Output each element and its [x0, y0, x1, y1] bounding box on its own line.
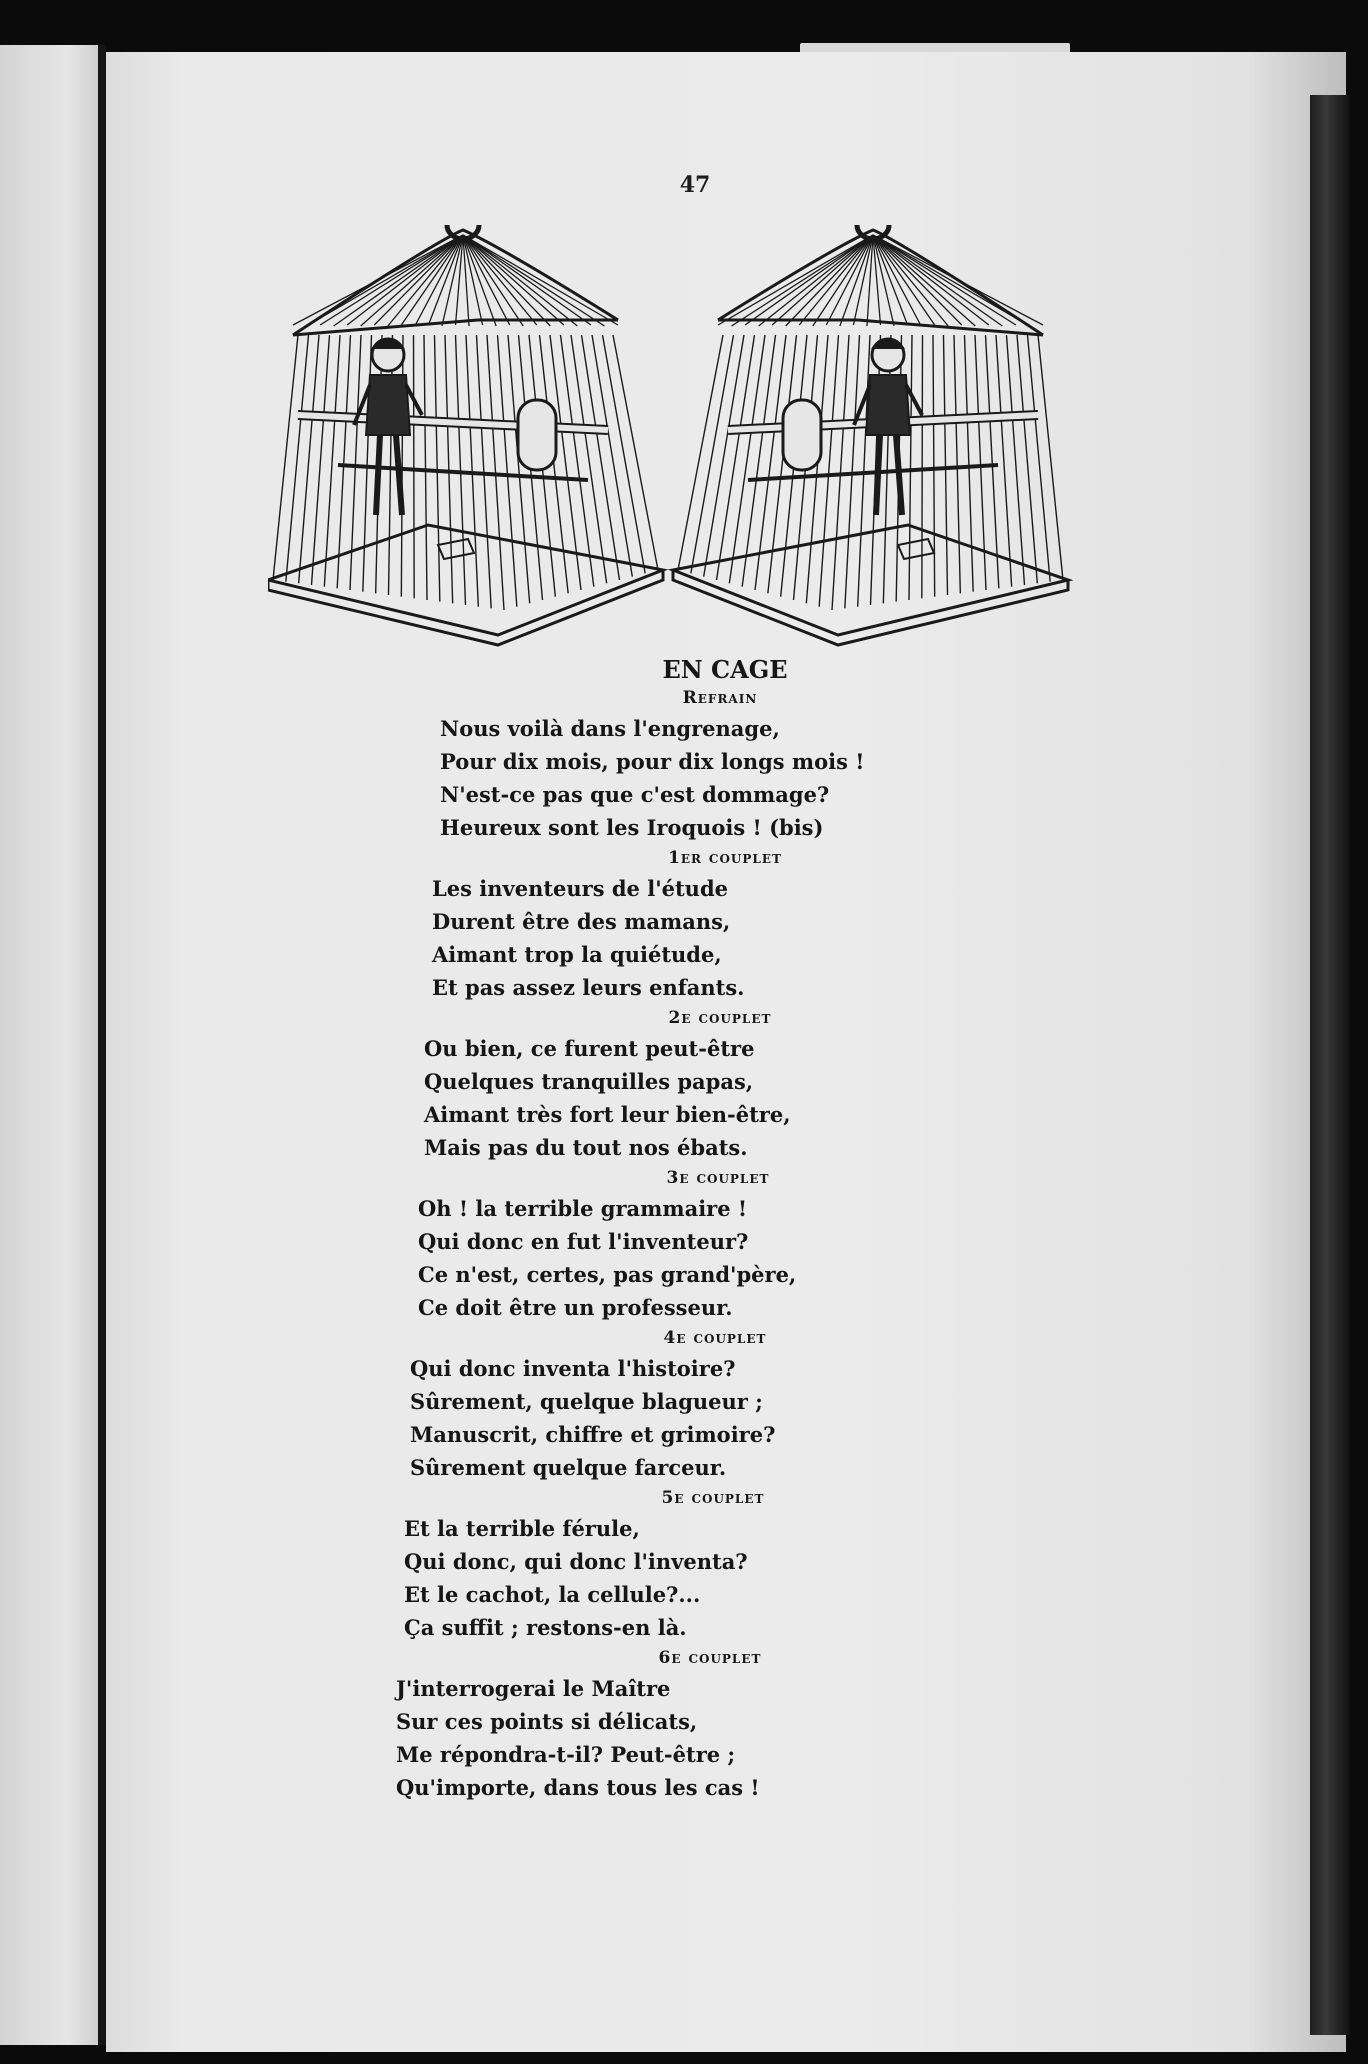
song-title: EN CAGE	[662, 655, 788, 684]
section-heading: 5e couplet	[661, 1488, 765, 1508]
verse-line: Aimant très fort leur bien-être,	[424, 1102, 791, 1127]
verse-line: Oh ! la terrible grammaire !	[418, 1196, 748, 1221]
stanza	[418, 1168, 960, 1324]
verse-line: Sur ces points si délicats,	[396, 1709, 698, 1734]
song-sections	[396, 688, 960, 1804]
section-heading: 6e couplet	[658, 1648, 762, 1668]
verse-line: Durent être des mamans,	[432, 909, 731, 934]
verse-line: Nous voilà dans l'engrenage,	[440, 716, 780, 741]
verse-line: Manuscrit, chiffre et grimoire?	[410, 1422, 776, 1447]
verse-line: Qui donc en fut l'inventeur?	[418, 1229, 749, 1254]
verse-line: Ou bien, ce furent peut-être	[424, 1036, 755, 1061]
stanza	[440, 688, 960, 844]
verse-line: Et le cachot, la cellule?...	[404, 1582, 701, 1607]
book-spine-gutter	[98, 45, 106, 2045]
verse-line: Quelques tranquilles papas,	[424, 1069, 754, 1094]
verse-line: Les inventeurs de l'étude	[432, 876, 728, 901]
verse-line: Ça suffit ; restons-en là.	[404, 1615, 687, 1640]
facing-page-edge	[0, 45, 98, 2045]
section-heading: 2e couplet	[668, 1008, 772, 1028]
section-heading: Refrain	[682, 688, 758, 708]
right-birdcage-icon	[673, 225, 1068, 645]
verse-line: J'interrogerai le Maître	[396, 1676, 671, 1701]
verse-line: Ce doit être un professeur.	[418, 1295, 733, 1320]
stanza	[404, 1488, 960, 1644]
two-birdcages-illustration	[268, 225, 1088, 665]
verse-line: Sûrement quelque farceur.	[410, 1455, 727, 1480]
verse-line: Pour dix mois, pour dix longs mois !	[440, 749, 865, 774]
verse-line: Me répondra-t-il? Peut-être ;	[396, 1742, 736, 1767]
left-birdcage-icon	[268, 225, 663, 645]
verse-line: Heureux sont les Iroquois ! (bis)	[440, 815, 824, 840]
section-heading: 1er couplet	[668, 848, 782, 868]
verse-line: Sûrement, quelque blagueur ;	[410, 1389, 763, 1414]
verse-line: Ce n'est, certes, pas grand'père,	[418, 1262, 797, 1287]
verse-line: Aimant trop la quiétude,	[432, 942, 722, 967]
page-edge-shadow	[1310, 95, 1350, 2035]
stanza	[410, 1328, 960, 1484]
stanza	[432, 848, 960, 1004]
song-text	[396, 655, 960, 1806]
section-heading: 3e couplet	[666, 1168, 770, 1188]
page-number: 47	[679, 172, 711, 198]
verse-line: Mais pas du tout nos ébats.	[424, 1135, 748, 1160]
verse-line: Qui donc, qui donc l'inventa?	[404, 1549, 748, 1574]
verse-line: Et pas assez leurs enfants.	[432, 975, 745, 1000]
stanza	[424, 1008, 960, 1164]
verse-line: Et la terrible férule,	[404, 1516, 640, 1541]
stanza	[396, 1648, 960, 1804]
verse-line: N'est-ce pas que c'est dommage?	[440, 782, 830, 807]
section-heading: 4e couplet	[663, 1328, 767, 1348]
verse-line: Qui donc inventa l'histoire?	[410, 1356, 736, 1381]
verse-line: Qu'importe, dans tous les cas !	[396, 1775, 760, 1800]
